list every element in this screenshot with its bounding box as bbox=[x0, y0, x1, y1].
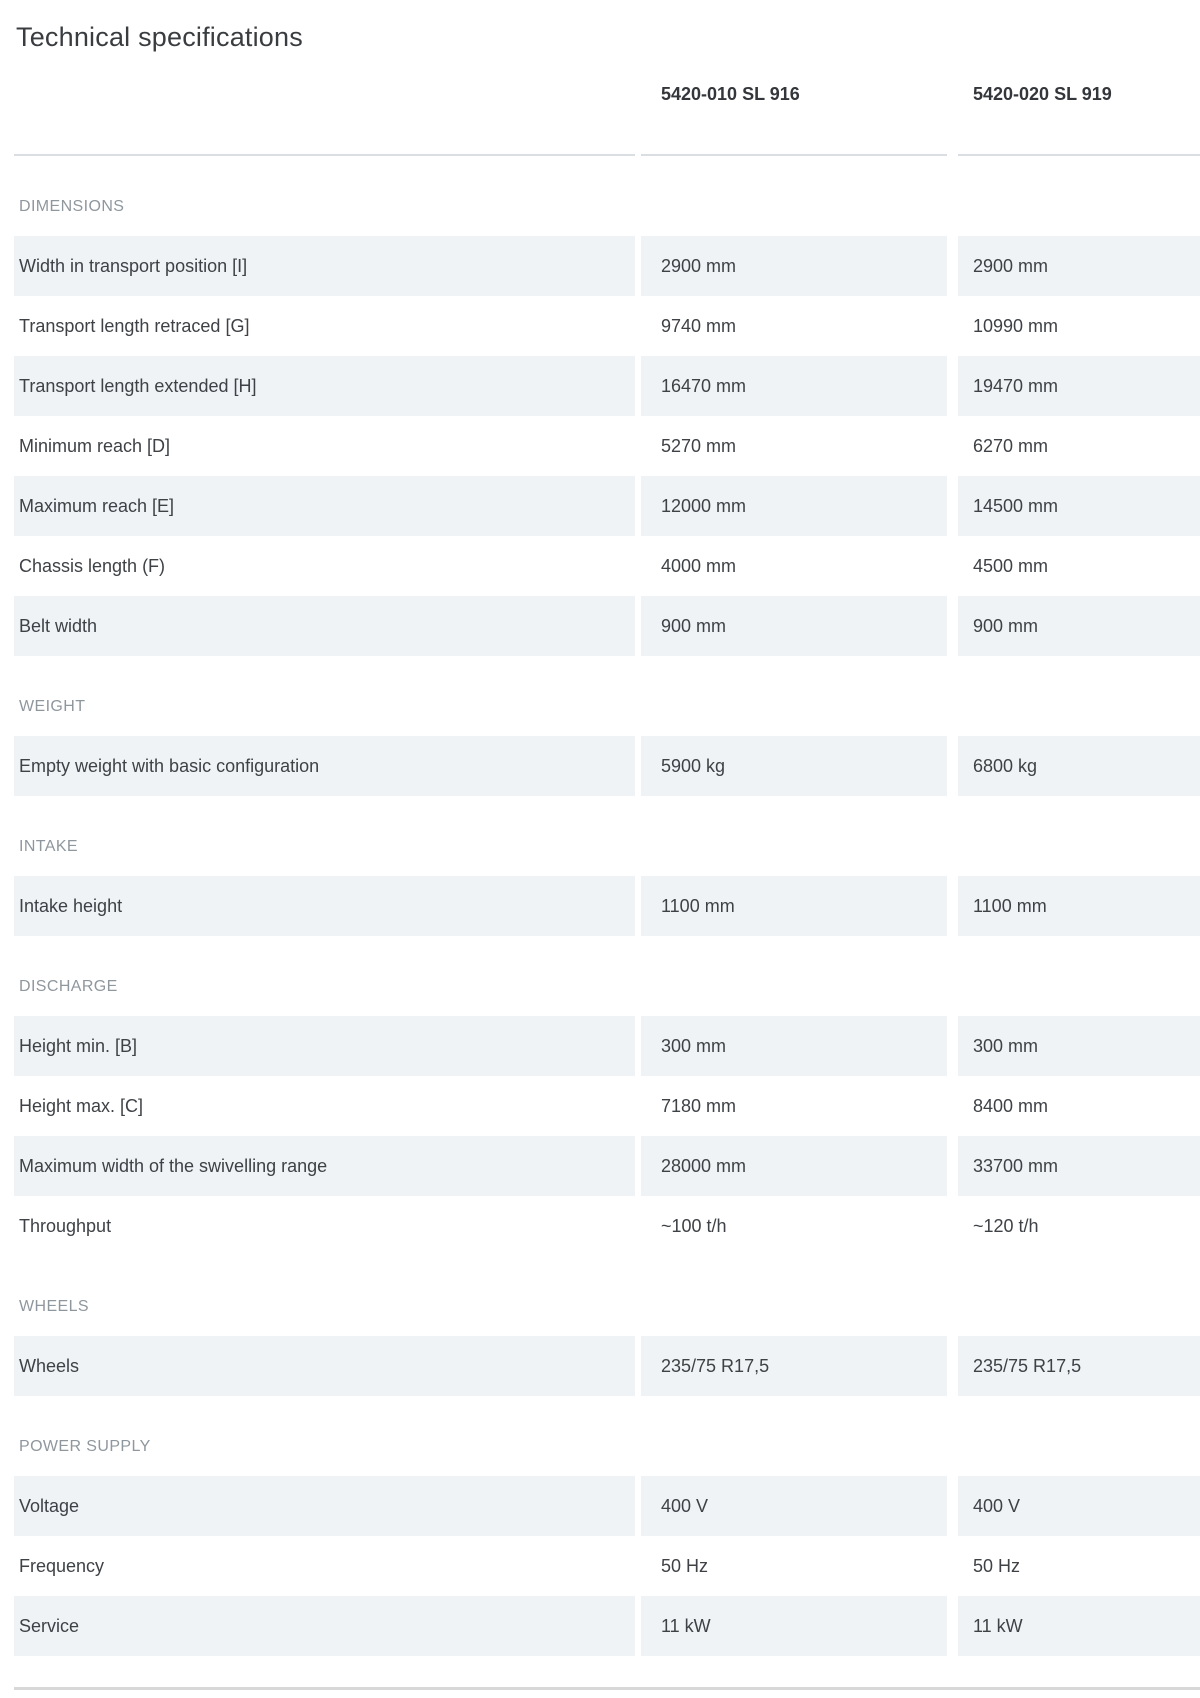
row-value-model-1: 300 mm bbox=[641, 1016, 947, 1076]
row-value-model-2: 33700 mm bbox=[958, 1136, 1200, 1196]
row-value-model-2: 1100 mm bbox=[958, 876, 1200, 936]
row-label: Wheels bbox=[14, 1336, 635, 1396]
row-value-model-2: 50 Hz bbox=[973, 1555, 1021, 1576]
row-value-model-2: 6800 kg bbox=[958, 736, 1200, 796]
row-label: Frequency bbox=[19, 1555, 105, 1576]
row-value-model-1: 5900 kg bbox=[641, 736, 947, 796]
row-label: Transport length retraced [G] bbox=[19, 315, 250, 336]
table-row bbox=[14, 1336, 1200, 1396]
row-label: Height min. [B] bbox=[14, 1016, 635, 1076]
row-value-model-1: 7180 mm bbox=[661, 1095, 737, 1116]
section-header-weight: WEIGHT bbox=[19, 698, 86, 715]
row-label: Service bbox=[14, 1596, 635, 1656]
row-value-model-2: 14500 mm bbox=[958, 476, 1200, 536]
row-value-model-1: 28000 mm bbox=[641, 1136, 947, 1196]
table-row bbox=[14, 1476, 1200, 1536]
row-label: Minimum reach [D] bbox=[19, 435, 171, 456]
table-row bbox=[14, 1016, 1200, 1076]
section-header-intake: INTAKE bbox=[19, 838, 79, 855]
column-header-model-2: 5420-020 SL 919 bbox=[973, 84, 1112, 104]
header-underline-segment bbox=[641, 154, 947, 156]
row-value-model-1: 16470 mm bbox=[641, 356, 947, 416]
row-value-model-1: 11 kW bbox=[641, 1596, 947, 1656]
row-value-model-2: 235/75 R17,5 bbox=[958, 1336, 1200, 1396]
row-label: Throughput bbox=[19, 1215, 112, 1236]
table-row bbox=[14, 1076, 1200, 1136]
row-label: Transport length extended [H] bbox=[14, 356, 635, 416]
row-value-model-1: 400 V bbox=[641, 1476, 947, 1536]
section-header-dimensions: DIMENSIONS bbox=[19, 198, 125, 215]
row-label: Chassis length (F) bbox=[19, 555, 166, 576]
table-row bbox=[14, 536, 1200, 596]
row-value-model-1: 1100 mm bbox=[641, 876, 947, 936]
row-value-model-1: 900 mm bbox=[641, 596, 947, 656]
table-body bbox=[14, 156, 1200, 1656]
table-row bbox=[14, 416, 1200, 476]
table-row bbox=[14, 296, 1200, 356]
column-header-row bbox=[14, 84, 1200, 105]
row-value-model-2: 4500 mm bbox=[973, 555, 1049, 576]
table-header bbox=[14, 0, 1200, 156]
row-value-model-2: 11 kW bbox=[958, 1596, 1200, 1656]
table-row bbox=[14, 876, 1200, 936]
table-row bbox=[14, 1536, 1200, 1596]
row-value-model-1: 235/75 R17,5 bbox=[641, 1336, 947, 1396]
table-row bbox=[14, 236, 1200, 296]
section-header-discharge: DISCHARGE bbox=[19, 978, 118, 995]
row-value-model-2: 300 mm bbox=[958, 1016, 1200, 1076]
header-underline-segment bbox=[958, 154, 1200, 156]
row-value-model-1: ~100 t/h bbox=[661, 1215, 727, 1236]
row-value-model-1: 2900 mm bbox=[641, 236, 947, 296]
row-value-model-2: 900 mm bbox=[958, 596, 1200, 656]
row-value-model-1: 9740 mm bbox=[661, 315, 737, 336]
row-value-model-2: ~120 t/h bbox=[973, 1215, 1039, 1236]
table-row bbox=[14, 476, 1200, 536]
row-value-model-1: 4000 mm bbox=[661, 555, 737, 576]
row-label: Width in transport position [I] bbox=[14, 236, 635, 296]
section-header-wheels: WHEELS bbox=[19, 1298, 89, 1315]
row-value-model-2: 400 V bbox=[958, 1476, 1200, 1536]
table-row bbox=[14, 1196, 1200, 1256]
row-value-model-1: 5270 mm bbox=[661, 435, 737, 456]
technical-specifications-table bbox=[14, 0, 1200, 1690]
row-label: Intake height bbox=[14, 876, 635, 936]
row-value-model-1: 12000 mm bbox=[641, 476, 947, 536]
row-label: Empty weight with basic configuration bbox=[14, 736, 635, 796]
row-value-model-2: 10990 mm bbox=[973, 315, 1059, 336]
row-label: Voltage bbox=[14, 1476, 635, 1536]
table-row bbox=[14, 736, 1200, 796]
page-title: Technical specifications bbox=[16, 22, 303, 52]
table-row bbox=[14, 1596, 1200, 1656]
row-value-model-2: 6270 mm bbox=[973, 435, 1049, 456]
section-header-power-supply: POWER SUPPLY bbox=[19, 1438, 151, 1455]
row-value-model-2: 19470 mm bbox=[958, 356, 1200, 416]
row-value-model-1: 50 Hz bbox=[661, 1555, 709, 1576]
table-row bbox=[14, 1136, 1200, 1196]
column-header-model-1: 5420-010 SL 916 bbox=[661, 84, 800, 104]
bottom-divider bbox=[14, 1687, 1200, 1690]
row-label: Height max. [C] bbox=[19, 1095, 144, 1116]
row-value-model-2: 2900 mm bbox=[958, 236, 1200, 296]
row-value-model-2: 8400 mm bbox=[973, 1095, 1049, 1116]
header-underline-segment bbox=[14, 154, 635, 156]
table-row bbox=[14, 596, 1200, 656]
row-label: Maximum width of the swivelling range bbox=[14, 1136, 635, 1196]
table-row bbox=[14, 356, 1200, 416]
row-label: Belt width bbox=[14, 596, 635, 656]
row-label: Maximum reach [E] bbox=[14, 476, 635, 536]
header-underline bbox=[14, 154, 1200, 156]
